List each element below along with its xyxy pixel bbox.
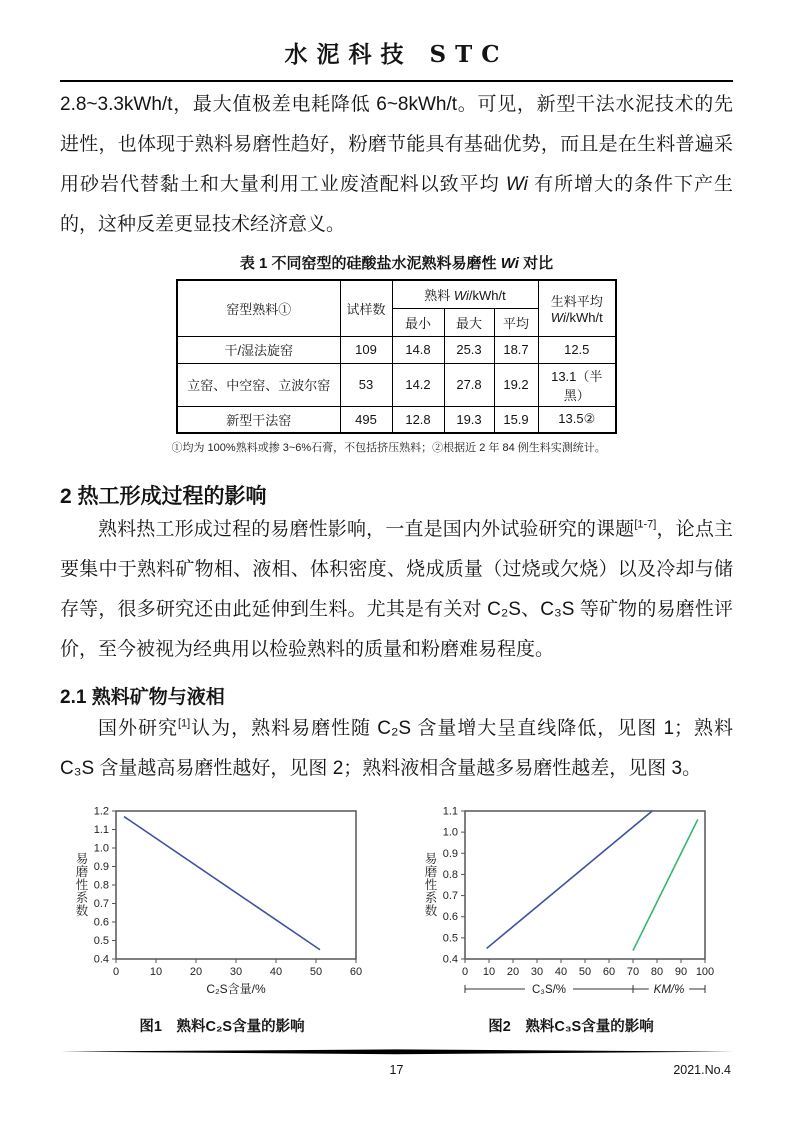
table-cell: 19.3 — [444, 406, 494, 433]
svg-text:0.6: 0.6 — [442, 911, 458, 924]
svg-text:C₃S/%: C₃S/% — [531, 984, 567, 996]
footer-text-row — [60, 1063, 733, 1081]
section-2-heading: 2 热工形成过程的影响 — [60, 485, 267, 508]
table-cell: 25.3 — [444, 336, 494, 363]
reference-marker: [1] — [177, 717, 191, 730]
table-cell: 495 — [340, 406, 392, 433]
issue-number: 2021.No.4 — [673, 1063, 731, 1077]
svg-text:50: 50 — [309, 966, 323, 978]
svg-text:80: 80 — [650, 966, 664, 978]
col-header-min: 最小 — [392, 308, 444, 336]
svg-text:1.0: 1.0 — [93, 842, 109, 855]
svg-text:30: 30 — [530, 966, 544, 978]
svg-text:70: 70 — [626, 966, 640, 978]
table-cell: 12.5 — [538, 336, 616, 363]
svg-text:0.6: 0.6 — [93, 916, 109, 929]
paragraph-2: 熟料热工形成过程的易磨性影响，一直是国内外试验研究的课题[1-7]，论点主要集中于熟料矿物相、液相、体积密度、烧成质量（过烧或欠烧）以及冷却与储存等，很多研究还由此延伸到生料。尤其是有关对 C₂S、C₃S 等矿物的易磨性评价，至今被视为经典用以检验熟料的质量和粉磨难易程度。 — [60, 518, 733, 660]
figure-2-line-chart — [417, 801, 725, 1003]
svg-text:C₂S含量/%: C₂S含量/% — [206, 982, 266, 996]
col-header-avg: 平均 — [494, 308, 538, 336]
table-cell: 新型干法窑 — [177, 406, 340, 433]
svg-text:0.8: 0.8 — [442, 868, 458, 881]
svg-text:0.4: 0.4 — [442, 953, 458, 966]
table-cell: 14.2 — [392, 363, 444, 406]
table-row — [177, 406, 616, 433]
svg-text:1.2: 1.2 — [93, 805, 109, 818]
svg-text:易磨性系数: 易磨性系数 — [424, 852, 438, 918]
svg-text:50: 50 — [578, 966, 592, 978]
svg-text:30: 30 — [229, 966, 243, 978]
wi-symbol: Wi — [505, 174, 528, 195]
table-cell: 15.9 — [494, 406, 538, 433]
svg-text:0.5: 0.5 — [442, 932, 458, 945]
svg-text:0.5: 0.5 — [93, 935, 109, 947]
table-cell: 14.8 — [392, 336, 444, 363]
table-cell: 立窑、中空窑、立波尔窑 — [177, 363, 340, 406]
page-footer — [60, 1042, 733, 1081]
paragraph-1-text-end: 有所增大的条件下产生的，这种反差更显技术经济意义。 — [60, 174, 733, 235]
table-cell: 18.7 — [494, 336, 538, 363]
paragraph-3: 国外研究[1]认为，熟料易磨性随 C₂S 含量增大呈直线降低，见图 1；熟料 C₃S 含量越高易磨性越好，见图 2；熟料液相含量越多易磨性越差，见图 3。 — [60, 717, 733, 779]
svg-text:20: 20 — [189, 966, 203, 978]
svg-text:1.1: 1.1 — [93, 824, 109, 836]
col-header-kiln-type: 窑型熟料① — [177, 280, 340, 336]
section-2-1-heading: 2.1 熟料矿物与液相 — [60, 687, 225, 708]
header-divider — [60, 80, 733, 82]
table-cell: 109 — [340, 336, 392, 363]
col-header-clinker-wi-group: 熟料 Wi/kWh/t — [392, 280, 538, 308]
figure-1-line-chart — [68, 801, 376, 1003]
reference-marker: [1-7] — [634, 518, 657, 531]
svg-text:0.7: 0.7 — [93, 898, 109, 910]
svg-text:0.9: 0.9 — [442, 847, 458, 860]
wi-symbol: Wi — [453, 287, 469, 303]
svg-text:10: 10 — [149, 966, 163, 978]
table-header-row-1 — [177, 280, 616, 308]
journal-header-title: 水泥科技 STC — [284, 41, 509, 68]
svg-text:0.7: 0.7 — [442, 890, 458, 903]
svg-text:60: 60 — [602, 966, 616, 978]
svg-text:10: 10 — [482, 966, 496, 978]
figure-1-caption: 图1 熟料C₂S含量的影响 — [139, 1019, 305, 1035]
table-row — [177, 363, 616, 406]
table-cell: 53 — [340, 363, 392, 406]
wi-symbol: Wi — [500, 255, 519, 272]
col-header-raw-meal-avg: 生料平均 Wi/kWh/t — [538, 280, 616, 336]
table-footnote: ①均为 100%熟料或掺 3~6%石膏，不包括挤压熟料；②根据近 2 年 84 例生料实测统计。 — [171, 442, 606, 454]
table-caption: 表 1 不同窑型的硅酸盐水泥熟料易磨性 Wi 对比 — [239, 255, 554, 272]
svg-text:1.1: 1.1 — [442, 805, 458, 818]
svg-text:40: 40 — [554, 966, 568, 978]
svg-text:0.9: 0.9 — [93, 861, 109, 873]
svg-text:90: 90 — [674, 966, 688, 978]
col-header-sample-count: 试样数 — [340, 280, 392, 336]
table-cell: 19.2 — [494, 363, 538, 406]
table-cell: 27.8 — [444, 363, 494, 406]
paragraph-1 — [60, 85, 733, 245]
figure-2 — [417, 801, 725, 1036]
svg-text:1.0: 1.0 — [442, 826, 458, 839]
table-cell: 干/湿法旋窑 — [177, 336, 340, 363]
svg-text:0.8: 0.8 — [93, 879, 109, 892]
svg-text:易磨性系数: 易磨性系数 — [75, 852, 89, 918]
svg-text:KM/%: KM/% — [653, 984, 685, 996]
col-header-max: 最大 — [444, 308, 494, 336]
svg-text:0: 0 — [461, 966, 469, 978]
clinker-grindability-table — [176, 279, 617, 434]
svg-text:40: 40 — [269, 966, 283, 978]
svg-text:0.4: 0.4 — [93, 953, 109, 966]
figure-2-caption: 图2 熟料C₃S含量的影响 — [488, 1019, 654, 1035]
paragraph-1-text: 2.8~3.3kWh/t，最大值极差电耗降低 6~8kWh/t。可见，新型干法水泥技术的先进性，也体现于熟料易磨性趋好，粉磨节能具有基础优势，而且是在生料普遍采用砂岩代替黏土和大量利用工业废渣配料以致平均 — [60, 94, 733, 195]
wi-symbol: Wi — [550, 310, 566, 326]
table-cell: 12.8 — [392, 406, 444, 433]
footer-divider — [60, 1049, 733, 1055]
page-number: 17 — [389, 1063, 404, 1077]
table-cell: 13.1（半黑） — [538, 363, 616, 406]
svg-text:20: 20 — [506, 966, 520, 978]
figure-1 — [68, 801, 376, 1036]
svg-text:60: 60 — [349, 966, 363, 978]
table-cell: 13.5② — [538, 406, 616, 433]
svg-text:0: 0 — [112, 966, 120, 978]
table-row — [177, 336, 616, 363]
svg-text:100: 100 — [695, 966, 715, 978]
figures-row — [60, 801, 733, 1036]
